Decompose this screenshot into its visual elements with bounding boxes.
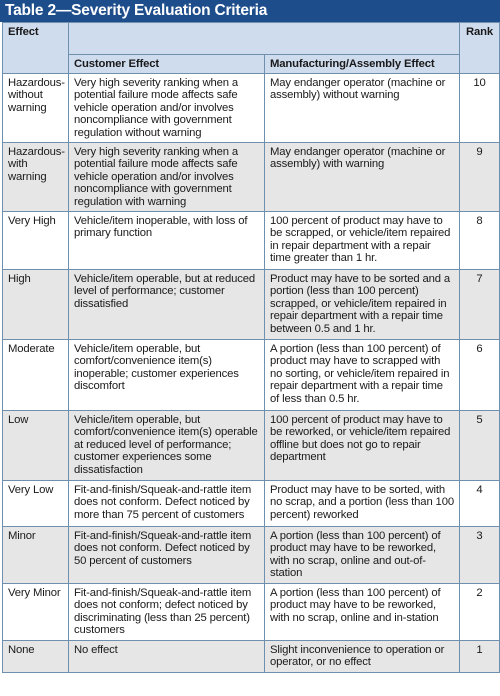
manufacturing-effect-cell: 100 percent of product may have to be reworked, or vehicle/item repaired offline but does not go to repair department [265, 410, 460, 480]
table-title: Table 2—Severity Evaluation Criteria [0, 0, 500, 22]
table-row [3, 526, 500, 583]
customer-effect-cell: Vehicle/item operable, but comfort/convenience item(s) operable at reduced level of performance; customer experiences some dissatisfaction [69, 410, 265, 480]
rank-cell: 8 [460, 211, 500, 269]
customer-effect-cell: Fit-and-finish/Squeak-and-rattle item does not conform. Defect noticed by 50 percent of customers [69, 526, 265, 583]
rank-cell: 5 [460, 410, 500, 480]
table-row [3, 410, 500, 480]
table-row [3, 269, 500, 339]
table-row [3, 480, 500, 526]
effect-cell: Very Low [3, 480, 69, 526]
table-row [3, 339, 500, 410]
effect-cell: Very High [3, 211, 69, 269]
manufacturing-effect-cell: 100 percent of product may have to be scrapped, or vehicle/item repaired in repair department with a repair time greater than 1 hr. [265, 211, 460, 269]
table-row [3, 583, 500, 640]
effect-cell: Moderate [3, 339, 69, 410]
effect-cell: None [3, 640, 69, 672]
effect-cell: Hazardous-with warning [3, 142, 69, 211]
manufacturing-effect-cell: May endanger operator (machine or assembly) with warning [265, 142, 460, 211]
rank-cell: 10 [460, 73, 500, 142]
rank-cell: 6 [460, 339, 500, 410]
manufacturing-effect-cell: Product may have to be sorted, with no scrap, and a portion (less than 100 percent) reworked [265, 480, 460, 526]
customer-effect-cell: Vehicle/item operable, but comfort/convenience item(s) inoperable; customer experiences discomfort [69, 339, 265, 410]
header-effect-group [69, 23, 460, 55]
table-row [3, 142, 500, 211]
rank-cell: 9 [460, 142, 500, 211]
header-rank: Rank [460, 23, 500, 74]
effect-cell: Very Minor [3, 583, 69, 640]
rank-cell: 3 [460, 526, 500, 583]
manufacturing-effect-cell: May endanger operator (machine or assembly) without warning [265, 73, 460, 142]
customer-effect-cell: No effect [69, 640, 265, 672]
customer-effect-cell: Fit-and-finish/Squeak-and-rattle item does not conform; defect noticed by discriminating (less than 25 percent) customers [69, 583, 265, 640]
header-customer-effect: Customer Effect [69, 55, 265, 74]
rank-cell: 7 [460, 269, 500, 339]
manufacturing-effect-cell: A portion (less than 100 percent) of product may have to be reworked, with no scrap, online and out-of-station [265, 526, 460, 583]
header-manufacturing-effect: Manufacturing/Assembly Effect [265, 55, 460, 74]
header-effect: Effect [3, 23, 69, 74]
effect-cell: Minor [3, 526, 69, 583]
customer-effect-cell: Very high severity ranking when a potential failure mode affects safe vehicle operation and/or involves noncompliance with government regulation without warning [69, 73, 265, 142]
customer-effect-cell: Fit-and-finish/Squeak-and-rattle item does not conform. Defect noticed by more than 75 percent of customers [69, 480, 265, 526]
customer-effect-cell: Very high severity ranking when a potential failure mode affects safe vehicle operation and/or involves noncompliance with government regulation with warning [69, 142, 265, 211]
effect-cell: Low [3, 410, 69, 480]
manufacturing-effect-cell: Product may have to be sorted and a portion (less than 100 percent) scrapped, or vehicle/item repaired in repair department with a repair time between 0.5 and 1 hr. [265, 269, 460, 339]
rank-cell: 4 [460, 480, 500, 526]
rank-cell: 1 [460, 640, 500, 672]
table-row [3, 211, 500, 269]
effect-cell: High [3, 269, 69, 339]
table-row [3, 640, 500, 672]
manufacturing-effect-cell: A portion (less than 100 percent) of product may have to scrapped with no sorting, or vehicle/item repaired in repair department with a repair time of less than 0.5 hr. [265, 339, 460, 410]
table-row [3, 73, 500, 142]
severity-criteria-table [2, 22, 500, 673]
customer-effect-cell: Vehicle/item operable, but at reduced level of performance; customer dissatisfied [69, 269, 265, 339]
effect-cell: Hazardous-without warning [3, 73, 69, 142]
manufacturing-effect-cell: A portion (less than 100 percent) of product may have to be reworked, with no scrap, online and in-station [265, 583, 460, 640]
manufacturing-effect-cell: Slight inconvenience to operation or operator, or no effect [265, 640, 460, 672]
rank-cell: 2 [460, 583, 500, 640]
customer-effect-cell: Vehicle/item inoperable, with loss of primary function [69, 211, 265, 269]
